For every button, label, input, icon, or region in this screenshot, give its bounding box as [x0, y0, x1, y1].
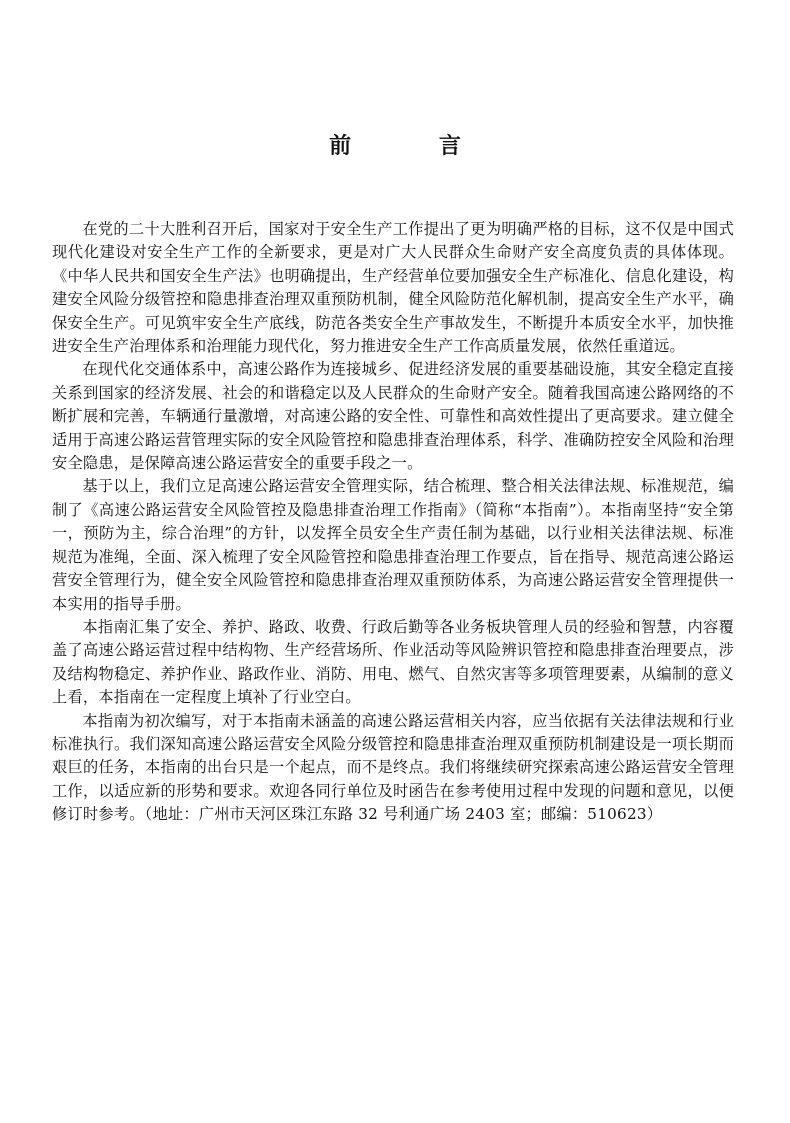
page-title: 前 言 — [329, 134, 501, 159]
paragraph-1: 在党的二十大胜利召开后，国家对于安全生产工作提出了更为明确严格的目标，这不仅是中国式现代化建设对安全生产工作的全新要求，更是对广大人民群众生命财产安全高度负责的具体体现。《中华人民共和国安全生产法》也明确提出，生产经营单位要加强安全生产标准化、信息化建设，构建安全风险分级管控和隐患排查治理双重预防机制，健全风险防范化解机制，提高安全生产水平，确保安全生产。可见筑牢安全生产底线，防范各类安全生产事故发生，不断提升本质安全水平，加快推进安全生产治理体系和治理能力现代化，努力推进安全生产工作高质量发展，依然任重道远。 — [52, 220, 734, 356]
paragraph-3: 基于以上，我们立足高速公路运营安全管理实际，结合梳理、整合相关法律法规、标准规范，编制了《高速公路运营安全风险管控及隐患排查治理工作指南》（简称“本指南”）。本指南坚持“安全第一，预防为主，综合治理”的方针，以发挥全员安全生产责任制为基础，以行业相关法律法规、标准规范为准绳，全面、深入梳理了安全风险管控和隐患排查治理工作要点，旨在指导、规范高速公路运营安全管理行为，健全安全风险管控和隐患排查治理双重预防体系，为高速公路运营安全管理提供一本实用的指导手册。 — [52, 477, 734, 613]
paragraph-4: 本指南汇集了安全、养护、路政、收费、行政后勤等各业务板块管理人员的经验和智慧，内容覆盖了高速公路运营过程中结构物、生产经营场所、作业活动等风险辨识管控和隐患排查治理要点，涉及结构物稳定、养护作业、路政作业、消防、用电、燃气、自然灾害等多项管理要素，从编制的意义上看，本指南在一定程度上填补了行业空白。 — [52, 617, 734, 707]
preface-body — [52, 218, 734, 827]
paragraph-5: 本指南为初次编写，对于本指南未涵盖的高速公路运营相关内容，应当依据有关法律法规和行业标准执行。我们深知高速公路运营安全风险分级管控和隐患排查治理双重预防机制建设是一项长期而艰巨的任务，本指南的出台只是一个起点，而不是终点。我们将继续研究探索高速公路运营安全管理工作，以适应新的形势和要求。欢迎各同行单位及时函告在参考使用过程中发现的问题和意见，以便修订时参考。（地址：广州市天河区珠江东路 32 号利通广场 2403 室；邮编：510623） — [52, 711, 734, 824]
paragraph-2: 在现代化交通体系中，高速公路作为连接城乡、促进经济发展的重要基础设施，其安全稳定直接关系到国家的经济发展、社会的和谐稳定以及人民群众的生命财产安全。随着我国高速公路网络的不断扩展和完善，车辆通行量激增，对高速公路的安全性、可靠性和高效性提出了更高要求。建立健全适用于高速公路运营管理实际的安全风险管控和隐患排查治理体系，科学、准确防控安全风险和治理安全隐患，是保障高速公路运营安全的重要手段之一。 — [52, 360, 734, 473]
